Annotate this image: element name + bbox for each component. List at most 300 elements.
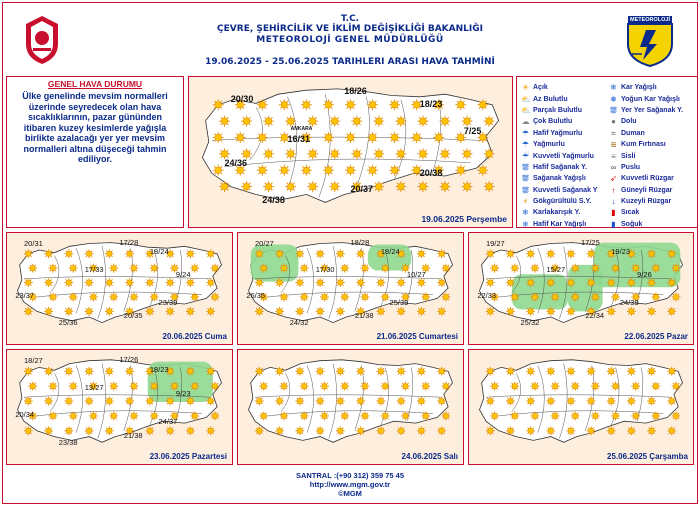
turkey-map xyxy=(7,350,232,464)
sun-icon xyxy=(323,165,334,176)
sun-icon xyxy=(607,307,616,316)
legend-label: Kuvvetli Rüzgar xyxy=(621,175,674,183)
sun-icon xyxy=(672,412,681,421)
legend-label: Duman xyxy=(621,129,645,137)
sun-icon xyxy=(125,397,134,406)
sun-icon xyxy=(300,264,309,273)
turkey-map xyxy=(238,233,463,344)
sun-icon xyxy=(356,249,365,258)
legend-item xyxy=(609,150,683,161)
sun-icon xyxy=(300,382,309,391)
legend-label: Yer Yer Sağanak Y. xyxy=(621,106,684,114)
sun-icon xyxy=(295,278,304,287)
sun-icon xyxy=(486,249,495,258)
ministry-logo xyxy=(22,14,62,66)
sun-icon xyxy=(442,382,451,391)
sun-icon xyxy=(647,426,656,435)
city-temperature: 18/23 xyxy=(149,364,169,374)
city-temperature: 16/31 xyxy=(287,133,311,144)
sun-icon xyxy=(567,397,576,406)
sun-icon xyxy=(241,181,252,192)
sun-icon xyxy=(279,165,290,176)
sun-icon xyxy=(651,382,660,391)
sun-icon xyxy=(206,307,215,316)
city-temperature: 17/33 xyxy=(84,264,104,274)
sun-icon xyxy=(442,412,451,421)
sun-icon xyxy=(667,249,676,258)
sun-icon xyxy=(437,397,446,406)
sun-icon xyxy=(607,426,616,435)
sun-icon xyxy=(506,307,515,316)
sun-icon xyxy=(329,148,340,159)
sun-icon xyxy=(300,293,309,302)
footer-url[interactable]: http://www.mgm.gov.tr xyxy=(309,480,391,489)
legend-item xyxy=(521,150,597,161)
sun-icon xyxy=(275,397,284,406)
sun-icon xyxy=(418,181,429,192)
sun-icon xyxy=(672,382,681,391)
city-temperature: 17/25 xyxy=(581,237,600,247)
sun-icon xyxy=(510,264,519,273)
sun-icon xyxy=(49,293,58,302)
sun-icon xyxy=(667,367,676,376)
sun-icon xyxy=(367,132,378,143)
sun-icon xyxy=(587,397,596,406)
sun-icon xyxy=(526,249,535,258)
sun-icon xyxy=(85,397,94,406)
city-temperature: 18/26 xyxy=(344,86,367,97)
turkey-map xyxy=(469,233,693,344)
sun-icon xyxy=(462,181,473,192)
sun-icon xyxy=(85,367,94,376)
sun-icon xyxy=(263,116,274,127)
sun-icon xyxy=(486,278,495,287)
sun-icon xyxy=(389,165,400,176)
sun-icon xyxy=(323,99,334,110)
sun-icon xyxy=(340,412,349,421)
legend-item xyxy=(609,93,683,104)
sun-icon xyxy=(651,293,660,302)
sun-icon xyxy=(506,426,515,435)
sun-icon xyxy=(105,249,114,258)
sun-icon xyxy=(336,397,345,406)
sun-icon xyxy=(219,181,230,192)
turkey-map xyxy=(7,233,232,344)
sun-icon xyxy=(395,116,406,127)
legend-item xyxy=(521,185,597,196)
sun-icon xyxy=(437,426,446,435)
sun-cloud-icon: ⛅ xyxy=(521,94,531,104)
sun-icon xyxy=(69,293,78,302)
sun-icon xyxy=(206,367,215,376)
city-temperature: 20/34 xyxy=(15,409,35,419)
sun-icon xyxy=(440,181,451,192)
sun-icon xyxy=(190,412,199,421)
sun-icon xyxy=(105,367,114,376)
sun-icon xyxy=(611,293,620,302)
sun-icon xyxy=(219,116,230,127)
legend-item xyxy=(521,162,597,173)
sun-icon xyxy=(510,412,519,421)
light-snow-icon: ❄ xyxy=(522,219,529,229)
sun-icon xyxy=(206,426,215,435)
sun-icon xyxy=(345,99,356,110)
shower-icon: ⛆ xyxy=(522,174,529,184)
legend-item xyxy=(521,128,597,139)
sun-icon xyxy=(567,426,576,435)
sun-icon xyxy=(546,249,555,258)
sun-icon xyxy=(607,367,616,376)
legend-label: Sağanak Yağışlı xyxy=(533,175,586,183)
sun-icon xyxy=(257,132,268,143)
north-wind-icon: ↓ xyxy=(611,197,616,207)
sun-icon xyxy=(401,412,410,421)
legend-item xyxy=(521,82,597,93)
sleet-icon: ❄ xyxy=(522,208,529,218)
sun-icon xyxy=(340,382,349,391)
legend-label: Karlakarışık Y. xyxy=(533,209,581,217)
sun-icon xyxy=(437,307,446,316)
sun-icon xyxy=(280,264,289,273)
rain-zone xyxy=(568,265,603,312)
light-shower-icon: ⛆ xyxy=(522,162,529,172)
sun-icon xyxy=(259,382,268,391)
sun-icon xyxy=(275,426,284,435)
sun-icon xyxy=(85,278,94,287)
sun-icon xyxy=(186,307,195,316)
sun-icon xyxy=(320,382,329,391)
sun-icon xyxy=(275,307,284,316)
sun-icon xyxy=(295,249,304,258)
sun-icon xyxy=(145,397,154,406)
sun-icon xyxy=(627,278,636,287)
sun-icon xyxy=(587,249,596,258)
sun-icon xyxy=(255,397,264,406)
sun-icon xyxy=(647,367,656,376)
forecast-panel-day-6 xyxy=(237,349,464,465)
sun-icon xyxy=(89,293,98,302)
sun-icon xyxy=(417,278,426,287)
sun-icon xyxy=(186,426,195,435)
sun-icon xyxy=(395,148,406,159)
sun-icon xyxy=(486,397,495,406)
sun-icon xyxy=(381,382,390,391)
sun-icon xyxy=(667,278,676,287)
sun-icon xyxy=(316,397,325,406)
sun-icon xyxy=(24,249,33,258)
legend-label: Hafif Kar Yağışlı xyxy=(533,220,587,228)
city-temperature: 9/23 xyxy=(175,388,191,398)
sun-icon xyxy=(316,307,325,316)
sun-icon xyxy=(145,278,154,287)
sun-icon xyxy=(125,367,134,376)
legend-item xyxy=(609,105,683,116)
sun-icon xyxy=(24,426,33,435)
sun-icon xyxy=(506,367,515,376)
rain-icon: ☂ xyxy=(521,140,530,150)
sun-icon xyxy=(259,264,268,273)
legend-label: Gökgürültülü S.Y. xyxy=(533,198,592,206)
sun-icon xyxy=(611,382,620,391)
sun-icon xyxy=(285,181,296,192)
legend-label: Parçalı Bulutlu xyxy=(533,106,583,114)
sun-icon xyxy=(421,293,430,302)
sun-icon xyxy=(551,412,560,421)
haze-icon: ∞ xyxy=(610,162,617,172)
sun-icon xyxy=(69,264,78,273)
sun-icon xyxy=(24,278,33,287)
sun-icon xyxy=(506,397,515,406)
sun-icon xyxy=(351,148,362,159)
general-weather-box xyxy=(6,76,184,228)
sun-icon xyxy=(490,412,499,421)
sun-icon xyxy=(526,307,535,316)
sun-icon xyxy=(506,278,515,287)
sun-icon xyxy=(125,278,134,287)
city-temperature: 24/36 xyxy=(224,157,248,168)
sun-icon xyxy=(213,99,224,110)
sun-icon xyxy=(295,307,304,316)
city-temperature: 20/31 xyxy=(24,238,43,248)
sun-icon xyxy=(587,367,596,376)
sun-icon xyxy=(571,293,580,302)
sun-icon xyxy=(89,412,98,421)
sun-icon xyxy=(417,367,426,376)
sun-icon xyxy=(442,293,451,302)
sun-icon xyxy=(109,293,118,302)
hot-icon: ▮ xyxy=(611,208,616,218)
city-temperature: 20/30 xyxy=(230,94,254,105)
legend-item xyxy=(609,82,683,93)
sun-icon xyxy=(150,382,159,391)
sun-icon xyxy=(105,307,114,316)
sun-icon xyxy=(381,264,390,273)
city-temperature: 21/38 xyxy=(354,311,374,321)
sun-icon xyxy=(531,412,540,421)
city-temperature: 20/35 xyxy=(123,311,143,321)
sun-icon xyxy=(546,426,555,435)
sun-icon xyxy=(307,181,318,192)
sun-icon xyxy=(213,165,224,176)
legend-item xyxy=(609,173,683,184)
sun-icon xyxy=(356,278,365,287)
sun-icon xyxy=(295,426,304,435)
sun-icon xyxy=(211,264,220,273)
city-temperature: 23/39 xyxy=(158,298,178,308)
sun-icon xyxy=(301,99,312,110)
legend-label: Güneyli Rüzgar xyxy=(621,186,673,194)
sun-icon xyxy=(301,165,312,176)
sun-icon xyxy=(631,412,640,421)
sun-icon xyxy=(186,397,195,406)
sun-icon xyxy=(28,382,37,391)
sun-icon xyxy=(166,278,175,287)
city-temperature: 20/38 xyxy=(419,168,443,179)
sun-icon xyxy=(373,148,384,159)
sun-icon xyxy=(361,293,370,302)
light-rain-icon: ☂ xyxy=(521,128,530,138)
turkey-map xyxy=(469,350,693,464)
sun-icon xyxy=(295,397,304,406)
sun-icon xyxy=(255,367,264,376)
sun-icon xyxy=(627,367,636,376)
sun-icon xyxy=(442,264,451,273)
sun-icon xyxy=(546,278,555,287)
sun-icon xyxy=(275,367,284,376)
south-wind-icon: ↑ xyxy=(611,185,616,195)
sun-icon xyxy=(190,264,199,273)
legend-label: Yağmurlu xyxy=(533,141,565,149)
scattered-shower-icon: ⛆ xyxy=(610,105,617,115)
sun-icon xyxy=(186,367,195,376)
meteoroloji-logo xyxy=(624,14,676,68)
sun-icon xyxy=(421,382,430,391)
sun-icon xyxy=(44,278,53,287)
sun-icon xyxy=(255,426,264,435)
sun-icon xyxy=(150,293,159,302)
sun-icon xyxy=(64,249,73,258)
legend-item xyxy=(609,196,683,207)
city-temperature: 23/37 xyxy=(15,290,35,300)
sun-icon xyxy=(546,307,555,316)
sun-icon xyxy=(213,132,224,143)
sun-icon xyxy=(280,412,289,421)
rain-zone xyxy=(594,243,680,288)
sun-icon xyxy=(166,397,175,406)
sun-icon xyxy=(627,397,636,406)
city-temperature: 23/38 xyxy=(58,437,78,447)
sun-icon xyxy=(307,148,318,159)
sun-icon xyxy=(486,367,495,376)
sun-icon xyxy=(631,382,640,391)
legend-label: Kar Yağışlı xyxy=(621,84,657,92)
sun-icon xyxy=(241,116,252,127)
sun-icon xyxy=(531,264,540,273)
sun-icon xyxy=(28,264,37,273)
sun-icon xyxy=(323,132,334,143)
sun-icon xyxy=(418,116,429,127)
sun-icon xyxy=(397,367,406,376)
sun-icon xyxy=(376,307,385,316)
thunderstorm-icon: ⚡ xyxy=(522,197,529,207)
sun-icon xyxy=(417,307,426,316)
sun-icon xyxy=(105,397,114,406)
sun-icon xyxy=(259,412,268,421)
city-temperature: 18/23 xyxy=(419,99,443,110)
sun-icon xyxy=(24,397,33,406)
sun-icon xyxy=(455,99,466,110)
sun-icon xyxy=(211,412,220,421)
panel-date: 24.06.2025 Salı xyxy=(401,452,458,461)
city-temperature: 21/38 xyxy=(123,430,143,440)
sun-icon xyxy=(510,382,519,391)
sun-icon xyxy=(320,293,329,302)
sun-icon xyxy=(295,367,304,376)
partly-cloudy-icon: ⛅ xyxy=(521,105,531,115)
legend-label: Kuvvetli Sağanak Y xyxy=(533,186,598,194)
legend-item xyxy=(521,207,597,218)
sun-icon xyxy=(340,293,349,302)
forecast-period: 19.06.2025 - 25.06.2025 TARIHLERI ARASI HAVA TAHMİNİ xyxy=(205,57,495,67)
sun-icon xyxy=(64,397,73,406)
legend-label: Çok Bulutlu xyxy=(533,118,573,126)
sun-icon xyxy=(105,278,114,287)
legend-label: Kum Fırtınası xyxy=(621,141,666,149)
general-weather-text: Ülke genelinde mevsim normalleri üzerinde seyredecek olan hava sıcaklıklarının, pazar gününden itibaren kuzey kesimlerde yağışla birlikte azalacağı yer yer mevsim normalleri altına düşeceği tahmin ediliyor. xyxy=(22,91,168,164)
sun-icon xyxy=(130,412,139,421)
sun-icon xyxy=(376,397,385,406)
sun-icon xyxy=(486,426,495,435)
sun-icon xyxy=(567,307,576,316)
sun-icon xyxy=(109,382,118,391)
city-temperature: 20/27 xyxy=(255,238,274,248)
sun-icon xyxy=(373,181,384,192)
sun-icon xyxy=(607,278,616,287)
sun-icon xyxy=(109,412,118,421)
sun-icon xyxy=(329,181,340,192)
header-line-3: METEOROLOJİ GENEL MÜDÜRLÜĞÜ xyxy=(256,35,444,45)
sun-icon xyxy=(85,426,94,435)
city-temperature: 7/25 xyxy=(463,125,482,136)
sun-icon xyxy=(166,307,175,316)
sun-icon xyxy=(64,307,73,316)
panel-date: 20.06.2025 Cuma xyxy=(162,332,227,341)
sun-icon xyxy=(49,264,58,273)
sun-icon xyxy=(484,181,495,192)
city-temperature: 24/38 xyxy=(262,194,285,205)
legend-item xyxy=(609,207,683,218)
sun-icon xyxy=(395,181,406,192)
sun-icon xyxy=(484,148,495,159)
sun-icon xyxy=(526,367,535,376)
legend-item xyxy=(521,105,597,116)
general-weather-title: GENEL HAVA DURUMU xyxy=(47,79,143,89)
sun-icon xyxy=(64,426,73,435)
sun-icon xyxy=(437,249,446,258)
city-temperature: 26/35 xyxy=(246,290,266,300)
sun-icon xyxy=(667,307,676,316)
city-temperature: 9/24 xyxy=(175,270,191,280)
legend-label: Kuzeyli Rüzgar xyxy=(621,198,672,206)
sun-icon xyxy=(381,293,390,302)
sun-icon xyxy=(130,293,139,302)
sun-icon xyxy=(672,293,681,302)
sun-icon xyxy=(651,412,660,421)
sun-icon xyxy=(607,397,616,406)
sun-icon xyxy=(389,132,400,143)
sun-icon xyxy=(340,264,349,273)
city-temperature: 17/26 xyxy=(119,354,139,364)
footer-copyright: ©MGM xyxy=(338,489,362,498)
sun-icon xyxy=(211,293,220,302)
sun-icon xyxy=(280,382,289,391)
sun-icon xyxy=(437,367,446,376)
sun-icon xyxy=(44,426,53,435)
cold-icon: ▮ xyxy=(611,219,616,229)
sun-icon xyxy=(130,264,139,273)
sun-icon xyxy=(316,249,325,258)
legend-item xyxy=(521,173,597,184)
sun-icon xyxy=(361,382,370,391)
sun-icon xyxy=(190,382,199,391)
sun-icon xyxy=(44,367,53,376)
legend-item xyxy=(521,219,597,230)
sun-icon xyxy=(150,264,159,273)
city-temperature: 24/32 xyxy=(289,317,309,327)
sun-icon xyxy=(69,412,78,421)
sun-icon xyxy=(329,116,340,127)
sun-icon xyxy=(361,264,370,273)
